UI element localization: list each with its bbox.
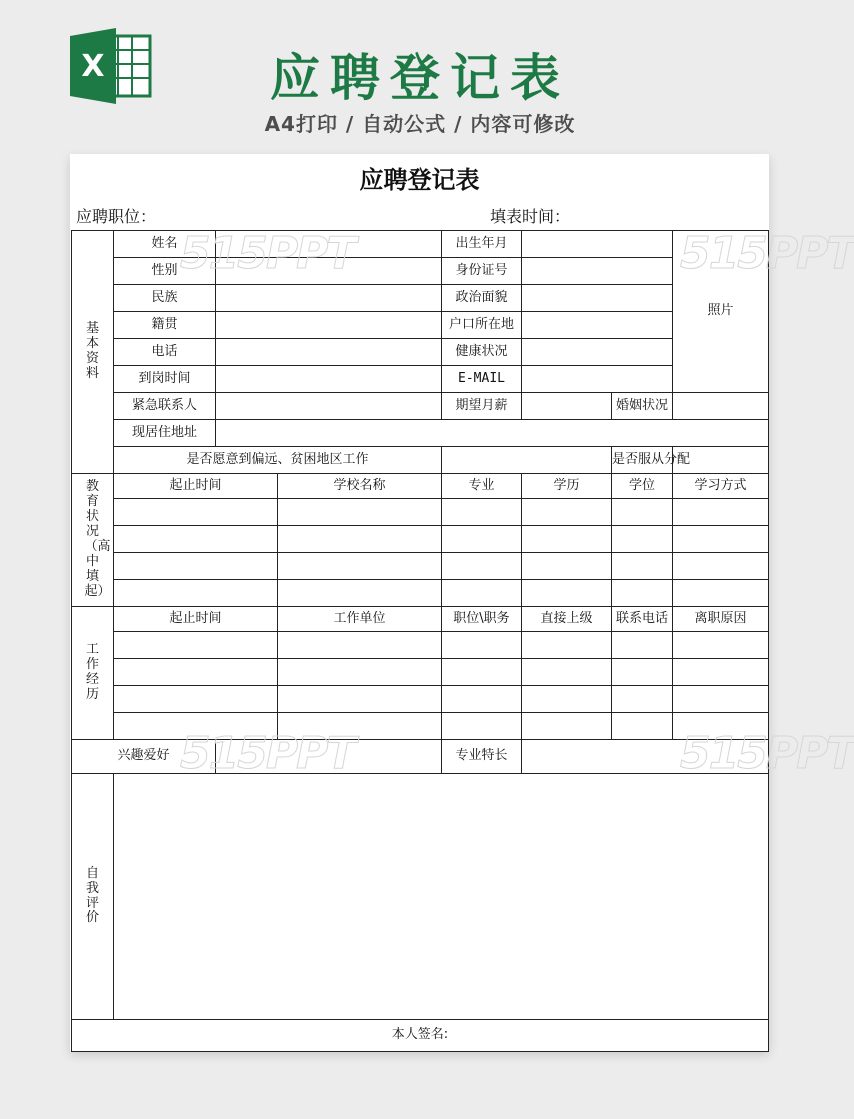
work-header-supervisor: 直接上级: [522, 607, 612, 632]
work-cell[interactable]: [612, 686, 673, 713]
edu-header-major: 专业: [442, 474, 522, 499]
edu-cell[interactable]: [522, 526, 612, 553]
household-field[interactable]: [522, 312, 673, 339]
arrival-label: 到岗时间: [114, 366, 216, 393]
work-cell[interactable]: [278, 713, 442, 740]
edu-cell[interactable]: [114, 526, 278, 553]
work-section-label: 工作经历: [72, 607, 114, 740]
email-label: E-MAIL: [442, 366, 522, 393]
work-cell[interactable]: [114, 659, 278, 686]
edu-header-degree: 学位: [612, 474, 673, 499]
work-cell[interactable]: [278, 659, 442, 686]
edu-cell[interactable]: [278, 499, 442, 526]
edu-cell[interactable]: [522, 499, 612, 526]
work-cell[interactable]: [442, 632, 522, 659]
ethnicity-field[interactable]: [216, 285, 442, 312]
work-header-employer: 工作单位: [278, 607, 442, 632]
edu-cell[interactable]: [522, 580, 612, 607]
edu-cell[interactable]: [612, 526, 673, 553]
edu-cell[interactable]: [114, 580, 278, 607]
work-cell[interactable]: [522, 713, 612, 740]
household-label: 户口所在地: [442, 312, 522, 339]
signature-row[interactable]: [72, 1020, 769, 1052]
self-eval-field[interactable]: [114, 774, 769, 1020]
edu-cell[interactable]: [673, 526, 769, 553]
work-cell[interactable]: [673, 659, 769, 686]
marital-label: 婚姻状况: [612, 393, 673, 420]
phone-field[interactable]: [216, 339, 442, 366]
work-cell[interactable]: [673, 686, 769, 713]
edu-cell[interactable]: [278, 580, 442, 607]
id-number-field[interactable]: [522, 258, 673, 285]
excel-icon-letter: X: [81, 49, 105, 84]
edu-cell[interactable]: [612, 499, 673, 526]
skill-field[interactable]: [522, 740, 769, 774]
banner-title: 应聘登记表: [270, 49, 570, 107]
work-cell[interactable]: [114, 713, 278, 740]
emergency-field[interactable]: [216, 393, 442, 420]
edu-cell[interactable]: [522, 553, 612, 580]
edu-cell[interactable]: [612, 580, 673, 607]
work-cell[interactable]: [114, 632, 278, 659]
work-cell[interactable]: [278, 686, 442, 713]
watermark: 515PPT: [180, 228, 355, 279]
watermark: 515PPT: [180, 728, 355, 779]
banner-subtitle: A4打印 / 自动公式 / 内容可修改: [264, 112, 576, 136]
native-place-label: 籍贯: [114, 312, 216, 339]
emergency-label: 紧急联系人: [114, 393, 216, 420]
work-cell[interactable]: [612, 713, 673, 740]
address-field[interactable]: [216, 420, 769, 447]
native-place-field[interactable]: [216, 312, 442, 339]
salary-field[interactable]: [522, 393, 612, 420]
basic-section-label: 基本资料: [72, 231, 114, 474]
edu-header-period: 起止时间: [114, 474, 278, 499]
fill-time-label: 填表时间：: [490, 207, 571, 226]
edu-cell[interactable]: [114, 553, 278, 580]
work-cell[interactable]: [114, 686, 278, 713]
work-header-contact: 联系电话: [612, 607, 673, 632]
edu-cell[interactable]: [278, 553, 442, 580]
watermark: 515PPT: [680, 228, 854, 279]
gender-label: 性别: [114, 258, 216, 285]
position-label: 应聘职位：: [76, 207, 157, 226]
work-header-title: 职位\职务: [442, 607, 522, 632]
edu-header-degree-level: 学历: [522, 474, 612, 499]
work-cell[interactable]: [442, 659, 522, 686]
form-sheet: [70, 154, 854, 1051]
work-cell[interactable]: [673, 632, 769, 659]
edu-cell[interactable]: [278, 526, 442, 553]
work-cell[interactable]: [442, 713, 522, 740]
id-number-label: 身份证号: [442, 258, 522, 285]
birth-label: 出生年月: [442, 231, 522, 258]
form-title: 应聘登记表: [359, 166, 480, 194]
work-cell[interactable]: [442, 686, 522, 713]
watermark: 515PPT: [680, 728, 854, 779]
political-label: 政治面貌: [442, 285, 522, 312]
arrival-field[interactable]: [216, 366, 442, 393]
marital-field[interactable]: [673, 393, 769, 420]
work-cell[interactable]: [612, 659, 673, 686]
hobby-label: 兴趣爱好: [72, 740, 216, 774]
edu-header-mode: 学习方式: [673, 474, 769, 499]
name-field[interactable]: [216, 231, 442, 258]
signature-label: 本人签名:: [391, 1027, 449, 1043]
banner: [0, 0, 840, 150]
photo-label: 照片: [707, 303, 734, 319]
remote-field[interactable]: [442, 447, 612, 474]
gender-field[interactable]: [216, 258, 442, 285]
health-label: 健康状况: [442, 339, 522, 366]
education-section-label: 教育状况（高中填起）: [72, 474, 114, 607]
work-cell[interactable]: [522, 686, 612, 713]
work-cell[interactable]: [673, 713, 769, 740]
edu-cell[interactable]: [442, 580, 522, 607]
excel-icon: [70, 28, 152, 104]
work-header-period: 起止时间: [114, 607, 278, 632]
hobby-field[interactable]: [216, 740, 442, 774]
work-cell[interactable]: [278, 632, 442, 659]
edu-cell[interactable]: [442, 526, 522, 553]
name-label: 姓名: [114, 231, 216, 258]
work-header-reason: 离职原因: [673, 607, 769, 632]
self-eval-section-label: 自我评价: [72, 774, 114, 1020]
address-label: 现居住地址: [114, 420, 216, 447]
salary-label: 期望月薪: [442, 393, 522, 420]
edu-cell[interactable]: [612, 553, 673, 580]
work-cell[interactable]: [522, 659, 612, 686]
application-table: [71, 230, 769, 1052]
remote-label: 是否愿意到偏远、贫困地区工作: [114, 447, 442, 474]
health-field[interactable]: [522, 339, 673, 366]
birth-field[interactable]: [522, 231, 673, 258]
edu-cell[interactable]: [442, 499, 522, 526]
edu-cell[interactable]: [673, 553, 769, 580]
political-field[interactable]: [522, 285, 673, 312]
email-field[interactable]: [522, 366, 673, 393]
edu-cell[interactable]: [442, 553, 522, 580]
edu-cell[interactable]: [673, 580, 769, 607]
work-cell[interactable]: [612, 632, 673, 659]
phone-label: 电话: [114, 339, 216, 366]
ethnicity-label: 民族: [114, 285, 216, 312]
obey-label: 是否服从分配: [612, 447, 673, 474]
edu-cell[interactable]: [673, 499, 769, 526]
work-cell[interactable]: [522, 632, 612, 659]
edu-header-school: 学校名称: [278, 474, 442, 499]
edu-cell[interactable]: [114, 499, 278, 526]
skill-label: 专业特长: [442, 740, 522, 774]
photo-box[interactable]: [673, 231, 769, 393]
